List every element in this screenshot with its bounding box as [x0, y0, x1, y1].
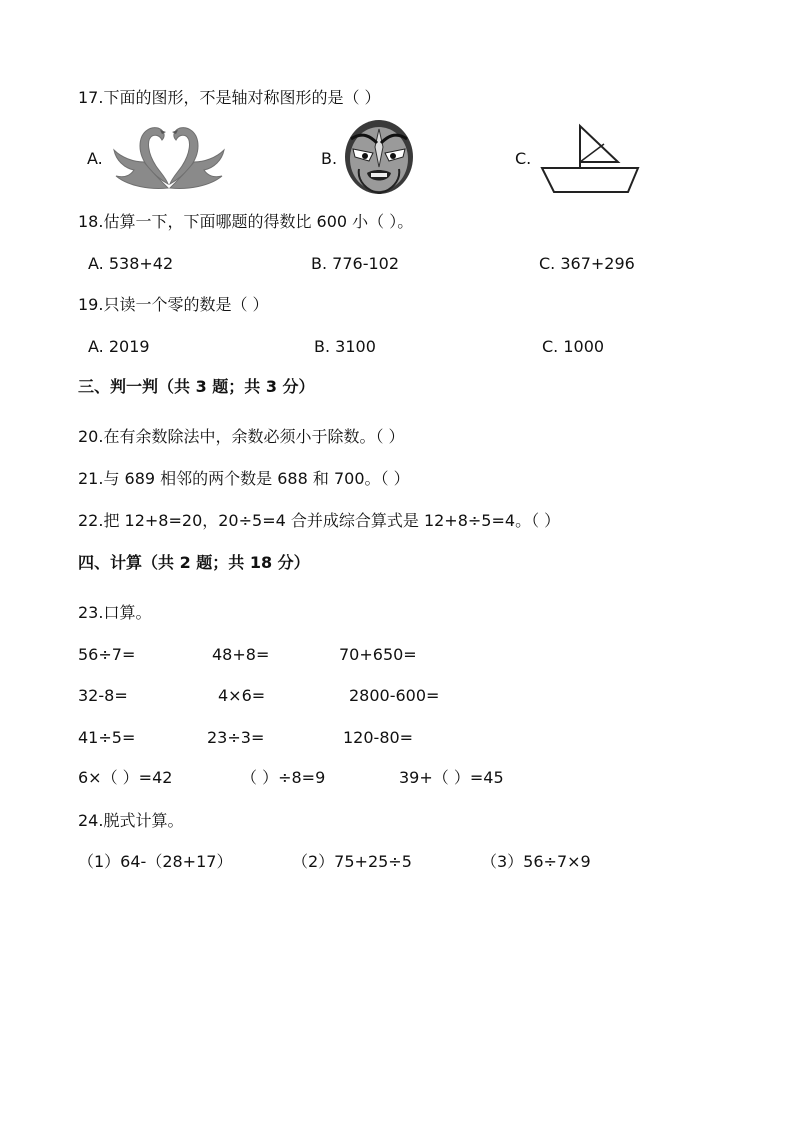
q18-option-c: C. 367+296 [539, 254, 635, 273]
q19-option-c: C. 1000 [542, 337, 605, 356]
oral-calc-item: 120-80= [343, 728, 414, 747]
oral-calc-item: （ ）÷8=9 [241, 768, 326, 787]
q18-stem: 18.估算一下，下面哪题的得数比 600 小（ ）。 [78, 212, 414, 231]
step-calc-item: （3）56÷7×9 [481, 852, 591, 871]
q19-option-b: B. 3100 [314, 337, 376, 356]
oral-calc-item: 32-8= [78, 686, 128, 705]
q22-text: 22.把 12+8=20，20÷5=4 合并成综合算式是 12+8÷5=4。（ ） [78, 511, 561, 530]
opera-mask-icon [343, 119, 415, 197]
q24-stem: 24.脱式计算。 [78, 811, 184, 830]
q17-stem: 17.下面的图形，不是轴对称图形的是（ ） [78, 88, 381, 107]
oral-calc-item: 70+650= [339, 645, 417, 664]
sailboat-icon [540, 122, 642, 196]
q17-option-a-label: A. [87, 149, 103, 168]
q21-text: 21.与 689 相邻的两个数是 688 和 700。（ ） [78, 469, 410, 488]
oral-calc-item: 39+（ ）=45 [399, 768, 504, 787]
oral-calc-item: 4×6= [218, 686, 266, 705]
oral-calc-item: 48+8= [212, 645, 270, 664]
section-4-heading: 四、计算（共 2 题；共 18 分） [78, 553, 310, 572]
oral-calc-item: 56÷7= [78, 645, 136, 664]
q19-stem: 19.只读一个零的数是（ ） [78, 295, 269, 314]
q20-text: 20.在有余数除法中，余数必须小于除数。（ ） [78, 427, 405, 446]
section-3-heading: 三、判一判（共 3 题；共 3 分） [78, 377, 315, 396]
q17-option-c-label: C. [515, 149, 532, 168]
oral-calc-item: 23÷3= [207, 728, 265, 747]
q18-option-a: A. 538+42 [88, 254, 174, 273]
oral-calc-item: 41÷5= [78, 728, 136, 747]
q17-option-b-label: B. [321, 149, 338, 168]
step-calc-item: （1）64-（28+17） [78, 852, 233, 871]
oral-calc-item: 6×（ ）=42 [78, 768, 173, 787]
step-calc-item: （2）75+25÷5 [292, 852, 412, 871]
q18-option-b: B. 776-102 [311, 254, 399, 273]
q19-option-a: A. 2019 [88, 337, 150, 356]
oral-calc-item: 2800-600= [349, 686, 440, 705]
q23-stem: 23.口算。 [78, 603, 152, 622]
swans-icon [110, 122, 228, 192]
